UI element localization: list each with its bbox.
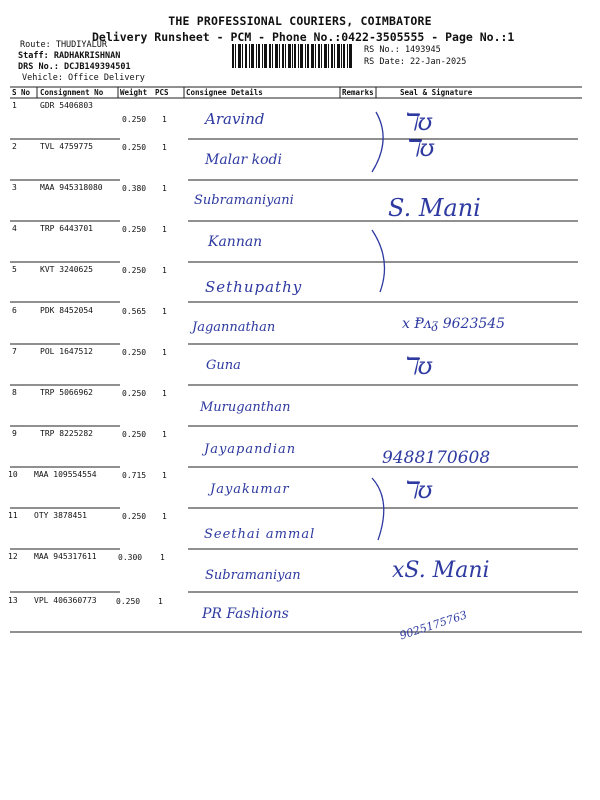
row-weight: 0.250	[122, 225, 147, 234]
row-consignment: PDK 8452054	[40, 306, 93, 315]
row-consignment: VPL 406360773	[34, 596, 97, 605]
column-header-pcs: PCS	[155, 88, 169, 97]
row-sno: 9	[12, 429, 17, 438]
row-signature: 9025175763	[398, 608, 469, 643]
row-signature: ℸʊ	[402, 476, 433, 504]
row-weight: 0.565	[122, 307, 147, 316]
row-pcs: 1	[160, 553, 165, 562]
staff-label: Staff: RADHAKRISHNAN	[18, 51, 121, 61]
row-weight: 0.300	[118, 553, 143, 562]
row-pcs: 1	[162, 115, 167, 124]
column-header-sno: S No	[12, 88, 31, 97]
row-pcs: 1	[162, 143, 167, 152]
row-signature: x Ᵽᴧᵹ 9623545	[402, 316, 506, 332]
rs-date: RS Date: 22-Jan-2025	[364, 57, 467, 67]
row-consignment: MAA 109554554	[34, 470, 97, 479]
row-consignment: TRP 6443701	[40, 224, 93, 233]
row-pcs: 1	[162, 512, 167, 521]
row-signature: ℸʊ	[402, 108, 433, 136]
vehicle-label: Vehicle: Office Delivery	[22, 73, 145, 83]
row-sno: 5	[12, 265, 17, 274]
row-sno: 3	[12, 183, 17, 192]
row-consignee: Subramaniyan	[205, 568, 301, 583]
row-consignee: Malar kodi	[205, 152, 282, 168]
row-consignment: MAA 945318080	[40, 183, 103, 192]
row-signature: 9488170608	[382, 448, 491, 468]
row-consignee: PR Fashions	[202, 606, 289, 622]
row-consignee: Muruganthan	[200, 400, 291, 415]
row-pcs: 1	[162, 389, 167, 398]
row-signature: ℸʊ	[402, 352, 433, 380]
row-sno: 11	[8, 511, 18, 520]
route-label: Route: THUDIYALUR	[20, 40, 107, 50]
row-consignment: KVT 3240625	[40, 265, 93, 274]
row-sno: 1	[12, 101, 17, 110]
row-consignee: Kannan	[208, 234, 263, 250]
row-consignee: Aravind	[205, 110, 265, 128]
document-title: THE PROFESSIONAL COURIERS, COIMBATORE	[168, 14, 432, 28]
rs-number: RS No.: 1493945	[364, 45, 441, 55]
row-pcs: 1	[162, 348, 167, 357]
row-consignee: Jayapandian	[204, 442, 297, 457]
row-signature: ℸʊ	[404, 134, 435, 162]
row-consignee: Seethai ammal	[204, 527, 316, 542]
row-consignee: Jayakumar	[210, 482, 290, 497]
row-weight: 0.250	[122, 389, 147, 398]
row-consignment: POL 1647512	[40, 347, 93, 356]
row-sno: 2	[12, 142, 17, 151]
row-pcs: 1	[162, 430, 167, 439]
row-pcs: 1	[162, 307, 167, 316]
row-pcs: 1	[162, 266, 167, 275]
row-weight: 0.250	[122, 266, 147, 275]
row-consignment: TRP 8225282	[40, 429, 93, 438]
row-pcs: 1	[158, 597, 163, 606]
row-consignee: Subramaniyani	[194, 193, 294, 208]
row-sno: 13	[8, 596, 18, 605]
row-consignee: Sethupathy	[205, 278, 303, 296]
row-pcs: 1	[162, 471, 167, 480]
row-weight: 0.380	[122, 184, 147, 193]
document-subtitle: Delivery Runsheet - PCM - Phone No.:0422-3505555 - Page No.:1	[92, 30, 515, 44]
row-consignment: TRP 5066962	[40, 388, 93, 397]
row-weight: 0.250	[122, 512, 147, 521]
column-header-weight: Weight	[120, 88, 148, 97]
column-header-remarks: Remarks	[342, 88, 374, 97]
row-consignment: OTY 3878451	[34, 511, 87, 520]
drs-number: DRS No.: DCJB149394501	[18, 62, 131, 72]
row-signature: S. Mani	[388, 194, 481, 222]
row-pcs: 1	[162, 184, 167, 193]
row-sno: 4	[12, 224, 17, 233]
column-header-signature: Seal & Signature	[400, 88, 473, 97]
row-sno: 8	[12, 388, 17, 397]
row-sno: 12	[8, 552, 18, 561]
row-sno: 6	[12, 306, 17, 315]
row-weight: 0.250	[122, 430, 147, 439]
row-pcs: 1	[162, 225, 167, 234]
row-consignment: TVL 4759775	[40, 142, 93, 151]
column-header-consignee: Consignee Details	[186, 88, 263, 97]
row-consignee: Jagannathan	[192, 320, 276, 335]
row-sno: 10	[8, 470, 18, 479]
row-weight: 0.250	[122, 143, 147, 152]
row-consignee: Guna	[206, 358, 241, 373]
row-sno: 7	[12, 347, 17, 356]
row-weight: 0.250	[116, 597, 141, 606]
row-consignment: GDR 5406803	[40, 101, 93, 110]
row-weight: 0.250	[122, 115, 147, 124]
row-weight: 0.715	[122, 471, 147, 480]
row-signature: xS. Mani	[392, 558, 490, 583]
row-consignment: MAA 945317611	[34, 552, 97, 561]
row-weight: 0.250	[122, 348, 147, 357]
column-header-consignment: Consignment No	[40, 88, 104, 97]
